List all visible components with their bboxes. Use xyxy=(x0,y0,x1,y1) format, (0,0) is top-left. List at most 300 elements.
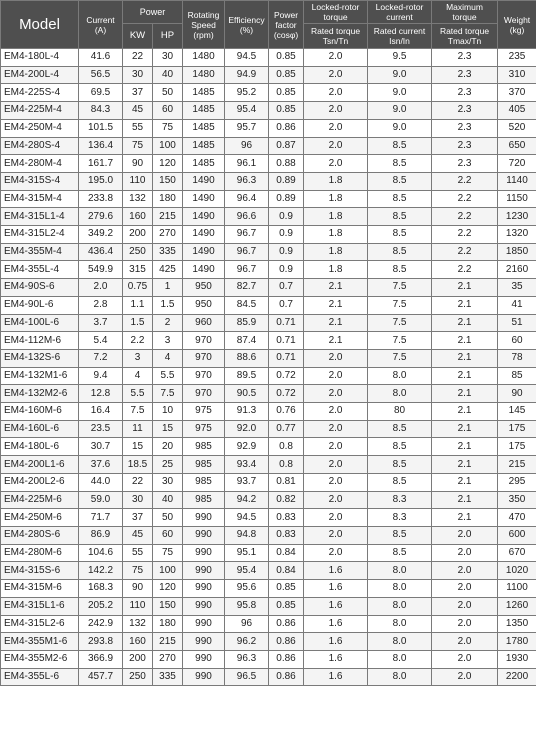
hp-cell: 335 xyxy=(153,243,183,261)
weight-cell: 175 xyxy=(498,438,536,456)
kw-cell: 30 xyxy=(123,491,153,509)
power-factor-cell: 0.83 xyxy=(269,526,304,544)
current-ratio-cell: 8.0 xyxy=(368,633,432,651)
table-row xyxy=(1,226,536,244)
torque-ratio-cell: 1.6 xyxy=(304,633,368,651)
power-factor-cell: 0.71 xyxy=(269,314,304,332)
max-torque-ratio-cell: 2.3 xyxy=(432,119,498,137)
kw-cell: 37 xyxy=(123,84,153,102)
max-torque-ratio-header: Rated torque Tmax/Tn xyxy=(432,24,498,49)
rotating-speed-cell: 1490 xyxy=(183,243,225,261)
current-cell: 44.0 xyxy=(79,473,123,491)
efficiency-cell: 96.3 xyxy=(225,650,269,668)
power-factor-header: Power factor (cosφ) xyxy=(269,1,304,49)
max-torque-ratio-cell: 2.0 xyxy=(432,668,498,686)
hp-cell: 60 xyxy=(153,526,183,544)
kw-cell: 55 xyxy=(123,544,153,562)
efficiency-cell: 91.3 xyxy=(225,403,269,421)
torque-ratio-cell: 2.0 xyxy=(304,49,368,67)
torque-ratio-header: Rated torque Tsn/Tn xyxy=(304,24,368,49)
efficiency-cell: 96 xyxy=(225,137,269,155)
power-factor-cell: 0.7 xyxy=(269,279,304,297)
power-factor-cell: 0.82 xyxy=(269,491,304,509)
current-ratio-cell: 8.3 xyxy=(368,491,432,509)
max-torque-ratio-cell: 2.3 xyxy=(432,49,498,67)
weight-cell: 600 xyxy=(498,526,536,544)
max-torque-ratio-cell: 2.1 xyxy=(432,349,498,367)
torque-ratio-cell: 2.0 xyxy=(304,137,368,155)
table-row xyxy=(1,119,536,137)
torque-ratio-cell: 2.0 xyxy=(304,491,368,509)
current-ratio-cell: 8.5 xyxy=(368,526,432,544)
weight-cell: 1100 xyxy=(498,580,536,598)
hp-cell: 215 xyxy=(153,633,183,651)
current-ratio-cell: 8.0 xyxy=(368,650,432,668)
kw-cell: 75 xyxy=(123,137,153,155)
efficiency-cell: 82.7 xyxy=(225,279,269,297)
rotating-speed-cell: 950 xyxy=(183,296,225,314)
max-torque-ratio-cell: 2.1 xyxy=(432,385,498,403)
efficiency-cell: 95.6 xyxy=(225,580,269,598)
rotating-speed-cell: 985 xyxy=(183,473,225,491)
current-ratio-cell: 8.3 xyxy=(368,509,432,527)
power-factor-cell: 0.7 xyxy=(269,296,304,314)
kw-cell: 132 xyxy=(123,190,153,208)
current-ratio-cell: 8.5 xyxy=(368,208,432,226)
weight-cell: 1260 xyxy=(498,597,536,615)
table-row xyxy=(1,208,536,226)
hp-cell: 10 xyxy=(153,403,183,421)
power-factor-cell: 0.85 xyxy=(269,84,304,102)
torque-ratio-cell: 2.0 xyxy=(304,102,368,120)
weight-cell: 470 xyxy=(498,509,536,527)
rotating-speed-cell: 975 xyxy=(183,420,225,438)
kw-header: KW xyxy=(123,24,153,49)
model-cell: EM4-180L-4 xyxy=(1,49,79,67)
current-cell: 5.4 xyxy=(79,332,123,350)
weight-cell: 1850 xyxy=(498,243,536,261)
power-factor-cell: 0.83 xyxy=(269,509,304,527)
model-header: Model xyxy=(1,1,79,49)
kw-cell: 250 xyxy=(123,668,153,686)
torque-ratio-cell: 1.6 xyxy=(304,650,368,668)
power-factor-cell: 0.85 xyxy=(269,102,304,120)
kw-cell: 22 xyxy=(123,473,153,491)
kw-cell: 75 xyxy=(123,562,153,580)
current-ratio-cell: 7.5 xyxy=(368,332,432,350)
max-torque-ratio-cell: 2.2 xyxy=(432,226,498,244)
table-row xyxy=(1,438,536,456)
power-factor-cell: 0.72 xyxy=(269,385,304,403)
efficiency-cell: 96.1 xyxy=(225,155,269,173)
rotating-speed-cell: 1490 xyxy=(183,261,225,279)
model-cell: EM4-90L-6 xyxy=(1,296,79,314)
power-factor-cell: 0.86 xyxy=(269,119,304,137)
table-row xyxy=(1,332,536,350)
rotating-speed-cell: 1480 xyxy=(183,66,225,84)
kw-cell: 200 xyxy=(123,226,153,244)
rotating-speed-cell: 990 xyxy=(183,650,225,668)
hp-cell: 100 xyxy=(153,562,183,580)
rotating-speed-cell: 985 xyxy=(183,438,225,456)
model-cell: EM4-225M-6 xyxy=(1,491,79,509)
current-ratio-cell: 8.5 xyxy=(368,155,432,173)
kw-cell: 5.5 xyxy=(123,385,153,403)
max-torque-ratio-cell: 2.1 xyxy=(432,491,498,509)
weight-cell: 295 xyxy=(498,473,536,491)
model-cell: EM4-315M-4 xyxy=(1,190,79,208)
rotating-speed-cell: 1490 xyxy=(183,226,225,244)
torque-ratio-cell: 2.0 xyxy=(304,526,368,544)
model-cell: EM4-355M-4 xyxy=(1,243,79,261)
table-row xyxy=(1,509,536,527)
hp-cell: 50 xyxy=(153,84,183,102)
table-row xyxy=(1,650,536,668)
model-cell: EM4-315L2-4 xyxy=(1,226,79,244)
hp-cell: 120 xyxy=(153,155,183,173)
hp-cell: 270 xyxy=(153,226,183,244)
hp-cell: 30 xyxy=(153,49,183,67)
current-cell: 37.6 xyxy=(79,456,123,474)
model-cell: EM4-355M2-6 xyxy=(1,650,79,668)
model-cell: EM4-200L2-6 xyxy=(1,473,79,491)
rotating-speed-cell: 1490 xyxy=(183,172,225,190)
current-cell: 86.9 xyxy=(79,526,123,544)
current-cell: 7.2 xyxy=(79,349,123,367)
current-cell: 23.5 xyxy=(79,420,123,438)
power-factor-cell: 0.84 xyxy=(269,544,304,562)
rotating-speed-cell: 1485 xyxy=(183,155,225,173)
efficiency-cell: 90.5 xyxy=(225,385,269,403)
current-ratio-cell: 8.0 xyxy=(368,580,432,598)
weight-cell: 2200 xyxy=(498,668,536,686)
efficiency-cell: 96.4 xyxy=(225,190,269,208)
max-torque-ratio-cell: 2.1 xyxy=(432,296,498,314)
table-row xyxy=(1,84,536,102)
max-torque-ratio-cell: 2.2 xyxy=(432,190,498,208)
max-torque-ratio-cell: 2.2 xyxy=(432,261,498,279)
current-ratio-cell: 8.0 xyxy=(368,562,432,580)
current-ratio-cell: 8.0 xyxy=(368,668,432,686)
hp-cell: 120 xyxy=(153,580,183,598)
power-factor-cell: 0.81 xyxy=(269,473,304,491)
torque-ratio-cell: 2.0 xyxy=(304,438,368,456)
kw-cell: 200 xyxy=(123,650,153,668)
current-ratio-cell: 7.5 xyxy=(368,296,432,314)
model-cell: EM4-200L-4 xyxy=(1,66,79,84)
power-factor-cell: 0.86 xyxy=(269,615,304,633)
kw-cell: 110 xyxy=(123,597,153,615)
efficiency-cell: 93.4 xyxy=(225,456,269,474)
efficiency-cell: 96.7 xyxy=(225,261,269,279)
torque-ratio-cell: 2.0 xyxy=(304,84,368,102)
kw-cell: 4 xyxy=(123,367,153,385)
current-cell: 549.9 xyxy=(79,261,123,279)
table-row xyxy=(1,66,536,84)
model-cell: EM4-90S-6 xyxy=(1,279,79,297)
current-ratio-cell: 8.0 xyxy=(368,615,432,633)
torque-ratio-cell: 2.0 xyxy=(304,385,368,403)
hp-cell: 30 xyxy=(153,473,183,491)
hp-cell: 335 xyxy=(153,668,183,686)
weight-cell: 2160 xyxy=(498,261,536,279)
efficiency-cell: 88.6 xyxy=(225,349,269,367)
kw-cell: 315 xyxy=(123,261,153,279)
hp-cell: 425 xyxy=(153,261,183,279)
efficiency-cell: 92.9 xyxy=(225,438,269,456)
model-cell: EM4-315L1-6 xyxy=(1,597,79,615)
hp-cell: 20 xyxy=(153,438,183,456)
max-torque-ratio-cell: 2.1 xyxy=(432,420,498,438)
current-cell: 136.4 xyxy=(79,137,123,155)
hp-cell: 1.5 xyxy=(153,296,183,314)
hp-cell: 215 xyxy=(153,208,183,226)
power-factor-cell: 0.85 xyxy=(269,66,304,84)
weight-cell: 670 xyxy=(498,544,536,562)
model-cell: EM4-280M-6 xyxy=(1,544,79,562)
efficiency-cell: 95.4 xyxy=(225,102,269,120)
torque-ratio-cell: 1.8 xyxy=(304,172,368,190)
max-torque-ratio-cell: 2.1 xyxy=(432,509,498,527)
kw-cell: 90 xyxy=(123,155,153,173)
torque-ratio-cell: 1.8 xyxy=(304,208,368,226)
current-ratio-cell: 8.5 xyxy=(368,420,432,438)
kw-cell: 160 xyxy=(123,208,153,226)
kw-cell: 11 xyxy=(123,420,153,438)
kw-cell: 1.5 xyxy=(123,314,153,332)
rotating-speed-cell: 970 xyxy=(183,385,225,403)
efficiency-cell: 87.4 xyxy=(225,332,269,350)
kw-cell: 22 xyxy=(123,49,153,67)
current-ratio-cell: 7.5 xyxy=(368,279,432,297)
max-torque-ratio-cell: 2.0 xyxy=(432,633,498,651)
torque-ratio-cell: 1.8 xyxy=(304,243,368,261)
rotating-speed-header: Rotating Speed (rpm) xyxy=(183,1,225,49)
hp-cell: 180 xyxy=(153,190,183,208)
hp-cell: 150 xyxy=(153,597,183,615)
weight-cell: 1230 xyxy=(498,208,536,226)
table-row xyxy=(1,403,536,421)
max-torque-ratio-cell: 2.3 xyxy=(432,66,498,84)
table-row xyxy=(1,349,536,367)
rotating-speed-cell: 1485 xyxy=(183,137,225,155)
power-factor-cell: 0.72 xyxy=(269,367,304,385)
torque-ratio-cell: 2.0 xyxy=(304,155,368,173)
table-row xyxy=(1,367,536,385)
table-row xyxy=(1,526,536,544)
power-factor-cell: 0.86 xyxy=(269,633,304,651)
current-ratio-cell: 7.5 xyxy=(368,314,432,332)
torque-ratio-cell: 2.1 xyxy=(304,332,368,350)
model-cell: EM4-132M1-6 xyxy=(1,367,79,385)
kw-cell: 90 xyxy=(123,580,153,598)
current-cell: 9.4 xyxy=(79,367,123,385)
kw-cell: 2.2 xyxy=(123,332,153,350)
torque-ratio-cell: 2.1 xyxy=(304,279,368,297)
current-cell: 242.9 xyxy=(79,615,123,633)
current-ratio-cell: 8.5 xyxy=(368,544,432,562)
max-torque-ratio-cell: 2.0 xyxy=(432,580,498,598)
table-header xyxy=(1,1,536,49)
torque-ratio-cell: 1.6 xyxy=(304,597,368,615)
efficiency-cell: 92.0 xyxy=(225,420,269,438)
weight-cell: 215 xyxy=(498,456,536,474)
rotating-speed-cell: 990 xyxy=(183,668,225,686)
current-ratio-cell: 8.0 xyxy=(368,597,432,615)
current-ratio-cell: 8.5 xyxy=(368,226,432,244)
weight-cell: 350 xyxy=(498,491,536,509)
torque-ratio-cell: 2.0 xyxy=(304,349,368,367)
torque-ratio-cell: 1.8 xyxy=(304,226,368,244)
weight-cell: 175 xyxy=(498,420,536,438)
efficiency-cell: 94.5 xyxy=(225,49,269,67)
efficiency-cell: 95.7 xyxy=(225,119,269,137)
table-body xyxy=(1,49,536,686)
weight-cell: 650 xyxy=(498,137,536,155)
model-cell: EM4-315M-6 xyxy=(1,580,79,598)
current-cell: 349.2 xyxy=(79,226,123,244)
efficiency-cell: 94.9 xyxy=(225,66,269,84)
efficiency-cell: 95.4 xyxy=(225,562,269,580)
torque-ratio-cell: 1.8 xyxy=(304,261,368,279)
current-ratio-cell: 7.5 xyxy=(368,349,432,367)
power-factor-cell: 0.85 xyxy=(269,49,304,67)
locked-rotor-torque-header: Locked-rotor torque xyxy=(304,1,368,24)
table-row xyxy=(1,314,536,332)
current-cell: 205.2 xyxy=(79,597,123,615)
power-factor-cell: 0.77 xyxy=(269,420,304,438)
weight-header: Weight (kg) xyxy=(498,1,536,49)
kw-cell: 15 xyxy=(123,438,153,456)
current-cell: 16.4 xyxy=(79,403,123,421)
weight-cell: 85 xyxy=(498,367,536,385)
power-factor-cell: 0.9 xyxy=(269,243,304,261)
current-cell: 104.6 xyxy=(79,544,123,562)
table-row xyxy=(1,102,536,120)
kw-cell: 30 xyxy=(123,66,153,84)
max-torque-ratio-cell: 2.0 xyxy=(432,615,498,633)
weight-cell: 1150 xyxy=(498,190,536,208)
efficiency-cell: 94.2 xyxy=(225,491,269,509)
efficiency-cell: 96.6 xyxy=(225,208,269,226)
kw-cell: 37 xyxy=(123,509,153,527)
model-cell: EM4-315L2-6 xyxy=(1,615,79,633)
torque-ratio-cell: 2.0 xyxy=(304,119,368,137)
model-cell: EM4-160M-6 xyxy=(1,403,79,421)
model-cell: EM4-225S-4 xyxy=(1,84,79,102)
rotating-speed-cell: 990 xyxy=(183,580,225,598)
power-factor-cell: 0.71 xyxy=(269,332,304,350)
current-cell: 41.6 xyxy=(79,49,123,67)
current-cell: 12.8 xyxy=(79,385,123,403)
torque-ratio-cell: 1.6 xyxy=(304,562,368,580)
current-cell: 71.7 xyxy=(79,509,123,527)
torque-ratio-cell: 2.0 xyxy=(304,66,368,84)
current-cell: 142.2 xyxy=(79,562,123,580)
efficiency-cell: 85.9 xyxy=(225,314,269,332)
power-header: Power xyxy=(123,1,183,24)
rotating-speed-cell: 1485 xyxy=(183,102,225,120)
power-factor-cell: 0.8 xyxy=(269,456,304,474)
weight-cell: 1020 xyxy=(498,562,536,580)
max-torque-ratio-cell: 2.1 xyxy=(432,403,498,421)
power-factor-cell: 0.71 xyxy=(269,349,304,367)
hp-cell: 5.5 xyxy=(153,367,183,385)
table-row xyxy=(1,615,536,633)
hp-cell: 3 xyxy=(153,332,183,350)
current-ratio-cell: 8.5 xyxy=(368,137,432,155)
power-factor-cell: 0.89 xyxy=(269,190,304,208)
current-ratio-cell: 9.0 xyxy=(368,84,432,102)
rotating-speed-cell: 975 xyxy=(183,403,225,421)
torque-ratio-cell: 2.0 xyxy=(304,403,368,421)
table-row xyxy=(1,190,536,208)
power-factor-cell: 0.9 xyxy=(269,261,304,279)
table-row xyxy=(1,633,536,651)
current-cell: 84.3 xyxy=(79,102,123,120)
efficiency-cell: 93.7 xyxy=(225,473,269,491)
model-cell: EM4-200L1-6 xyxy=(1,456,79,474)
power-factor-cell: 0.86 xyxy=(269,668,304,686)
weight-cell: 90 xyxy=(498,385,536,403)
max-torque-ratio-cell: 2.2 xyxy=(432,208,498,226)
current-cell: 30.7 xyxy=(79,438,123,456)
weight-cell: 35 xyxy=(498,279,536,297)
power-factor-cell: 0.86 xyxy=(269,650,304,668)
torque-ratio-cell: 1.6 xyxy=(304,668,368,686)
max-torque-ratio-cell: 2.3 xyxy=(432,84,498,102)
rotating-speed-cell: 990 xyxy=(183,509,225,527)
model-cell: EM4-132S-6 xyxy=(1,349,79,367)
efficiency-cell: 89.5 xyxy=(225,367,269,385)
weight-cell: 1320 xyxy=(498,226,536,244)
current-cell: 436.4 xyxy=(79,243,123,261)
torque-ratio-cell: 1.8 xyxy=(304,190,368,208)
weight-cell: 520 xyxy=(498,119,536,137)
current-cell: 366.9 xyxy=(79,650,123,668)
current-cell: 293.8 xyxy=(79,633,123,651)
kw-cell: 250 xyxy=(123,243,153,261)
rotating-speed-cell: 990 xyxy=(183,562,225,580)
kw-cell: 1.1 xyxy=(123,296,153,314)
current-header: Current (A) xyxy=(79,1,123,49)
current-ratio-cell: 9.0 xyxy=(368,102,432,120)
rotating-speed-cell: 990 xyxy=(183,544,225,562)
torque-ratio-cell: 2.0 xyxy=(304,367,368,385)
max-torque-ratio-cell: 2.1 xyxy=(432,314,498,332)
current-cell: 101.5 xyxy=(79,119,123,137)
power-factor-cell: 0.89 xyxy=(269,172,304,190)
efficiency-cell: 95.1 xyxy=(225,544,269,562)
efficiency-cell: 94.8 xyxy=(225,526,269,544)
table-row xyxy=(1,562,536,580)
table-row xyxy=(1,420,536,438)
efficiency-cell: 96.2 xyxy=(225,633,269,651)
current-cell: 168.3 xyxy=(79,580,123,598)
current-cell: 56.5 xyxy=(79,66,123,84)
weight-cell: 720 xyxy=(498,155,536,173)
weight-cell: 145 xyxy=(498,403,536,421)
model-cell: EM4-280M-4 xyxy=(1,155,79,173)
table-row xyxy=(1,597,536,615)
rotating-speed-cell: 1490 xyxy=(183,190,225,208)
current-cell: 2.8 xyxy=(79,296,123,314)
efficiency-cell: 96.7 xyxy=(225,226,269,244)
current-cell: 59.0 xyxy=(79,491,123,509)
table-row xyxy=(1,279,536,297)
current-cell: 69.5 xyxy=(79,84,123,102)
model-cell: EM4-100L-6 xyxy=(1,314,79,332)
